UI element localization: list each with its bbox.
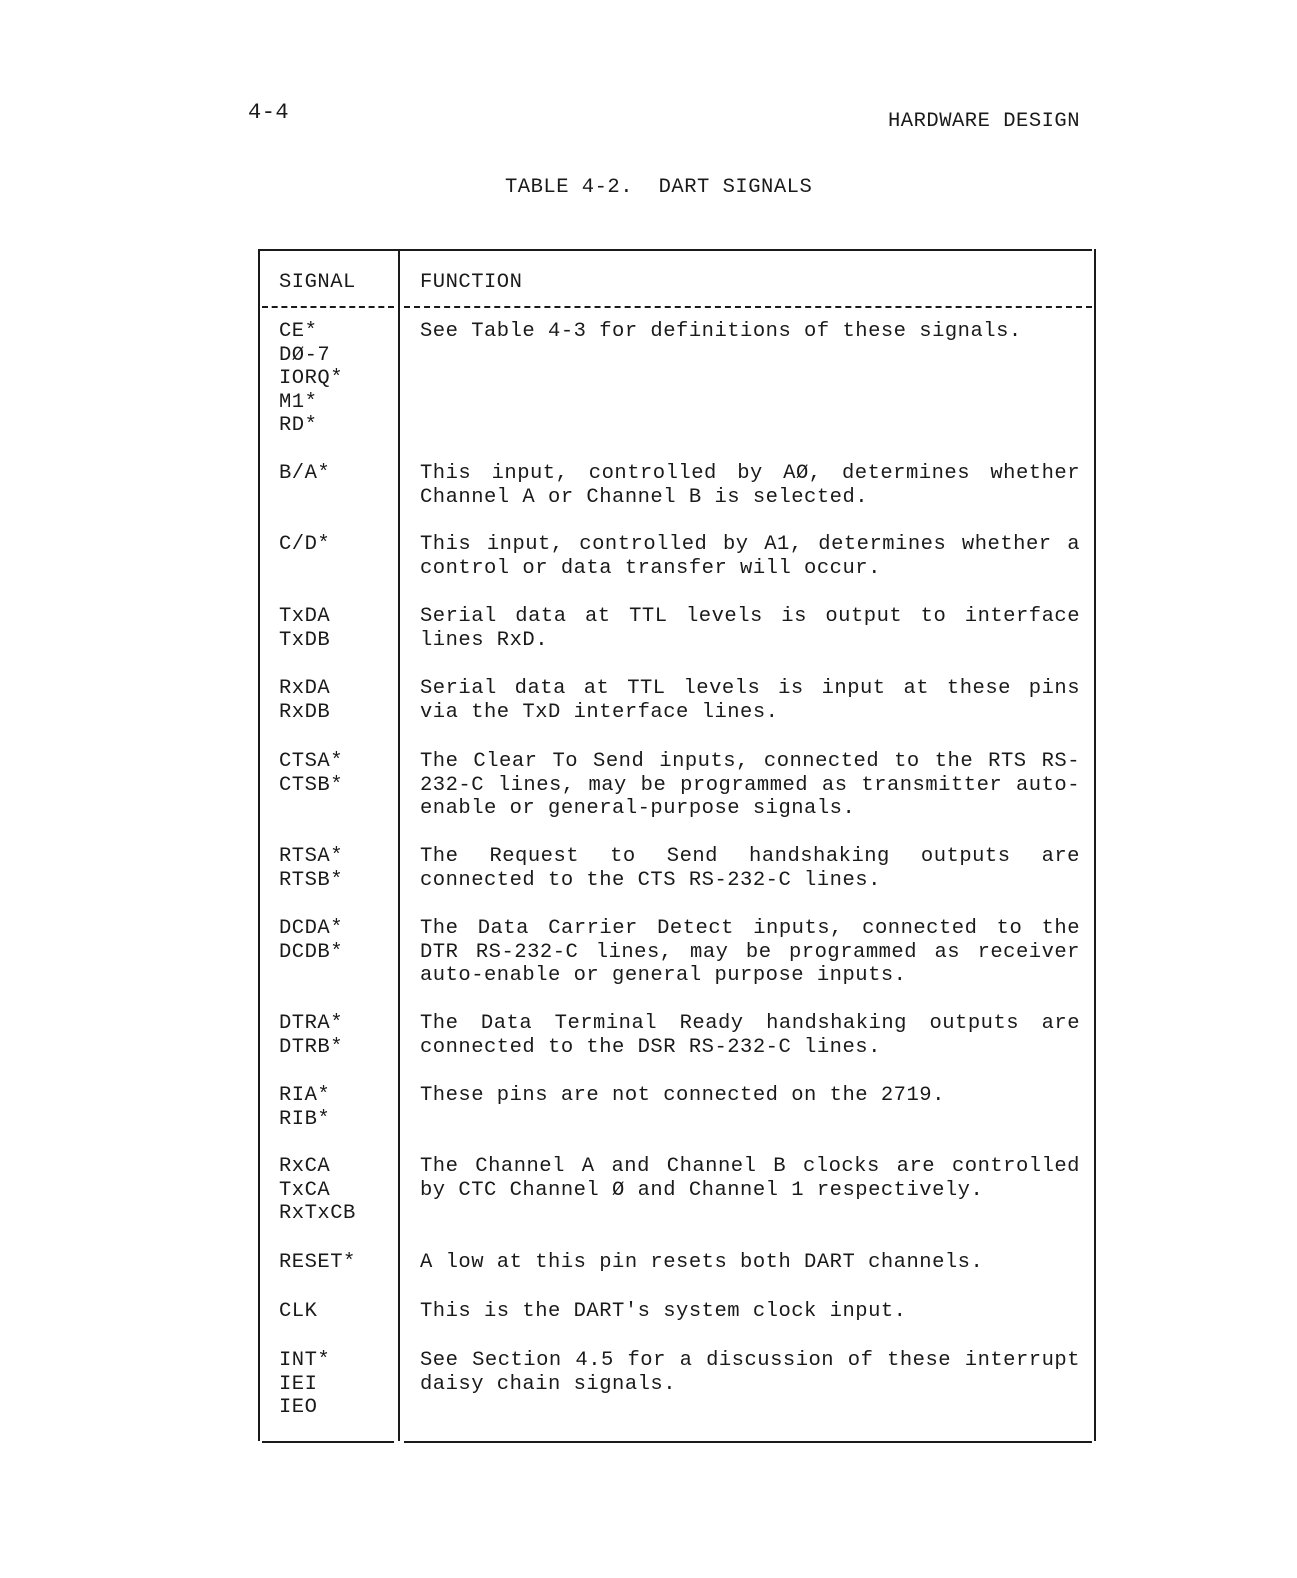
function-cell: The Data Terminal Ready handshaking outputs are connected to the DSR RS-232-C lines.	[420, 1012, 1080, 1059]
signal-cell: CTSA* CTSB*	[279, 750, 344, 797]
signal-cell: RESET*	[279, 1251, 356, 1274]
function-cell: A low at this pin resets both DART channels.	[420, 1251, 984, 1274]
signal-cell: C/D*	[279, 533, 331, 556]
function-cell: See Section 4.5 for a discussion of these interrupt daisy chain signals.	[420, 1349, 1080, 1396]
function-cell: Serial data at TTL levels is input at these pins via the TxD interface lines.	[420, 677, 1080, 724]
function-cell: The Clear To Send inputs, connected to the RTS RS-232-C lines, may be programmed as transmitter auto-enable or general-purpose signals.	[420, 750, 1080, 820]
signal-cell: RxDA RxDB	[279, 677, 331, 724]
table-caption: TABLE 4-2. DART SIGNALS	[505, 176, 813, 199]
signal-cell: DTRA* DTRB*	[279, 1012, 344, 1059]
function-cell: This is the DART's system clock input.	[420, 1300, 907, 1323]
section-title: HARDWARE DESIGN	[888, 110, 1081, 133]
function-cell: The Request to Send handshaking outputs are connected to the CTS RS-232-C lines.	[420, 845, 1080, 892]
table-bottom-rule-function	[404, 1441, 1092, 1443]
column-divider	[398, 249, 400, 1441]
signal-cell: TxDA TxDB	[279, 605, 331, 652]
signal-cell: RIA* RIB*	[279, 1084, 331, 1131]
signal-cell: RxCA TxCA RxTxCB	[279, 1155, 356, 1225]
column-header-signal: SIGNAL	[279, 271, 356, 294]
table-bottom-rule-signal	[262, 1441, 394, 1443]
header-separator-function	[404, 306, 1092, 308]
function-cell: The Channel A and Channel B clocks are controlled by CTC Channel Ø and Channel 1 respectively.	[420, 1155, 1080, 1202]
signal-cell: RTSA* RTSB*	[279, 845, 344, 892]
function-cell: This input, controlled by A1, determines whether a control or data transfer will occur.	[420, 533, 1080, 580]
page-number: 4-4	[248, 100, 290, 125]
table-top-rule-function	[400, 249, 1092, 251]
function-cell: See Table 4-3 for definitions of these signals.	[420, 320, 1022, 343]
function-cell: This input, controlled by AØ, determines whether Channel A or Channel B is selected.	[420, 462, 1080, 509]
signal-cell: B/A*	[279, 462, 331, 485]
function-cell: The Data Carrier Detect inputs, connected to the DTR RS-232-C lines, may be programmed as receiver auto-enable or general purpose inputs.	[420, 917, 1080, 987]
signal-cell: CLK	[279, 1300, 318, 1323]
signal-cell: CE* DØ-7 IORQ* M1* RD*	[279, 320, 344, 437]
column-header-function: FUNCTION	[420, 271, 523, 294]
function-cell: Serial data at TTL levels is output to interface lines RxD.	[420, 605, 1080, 652]
signal-cell: INT* IEI IEO	[279, 1349, 331, 1419]
signal-cell: DCDA* DCDB*	[279, 917, 344, 964]
header-separator-signal	[262, 306, 394, 308]
table-top-rule-signal	[258, 249, 398, 251]
function-cell: These pins are not connected on the 2719.	[420, 1084, 945, 1107]
